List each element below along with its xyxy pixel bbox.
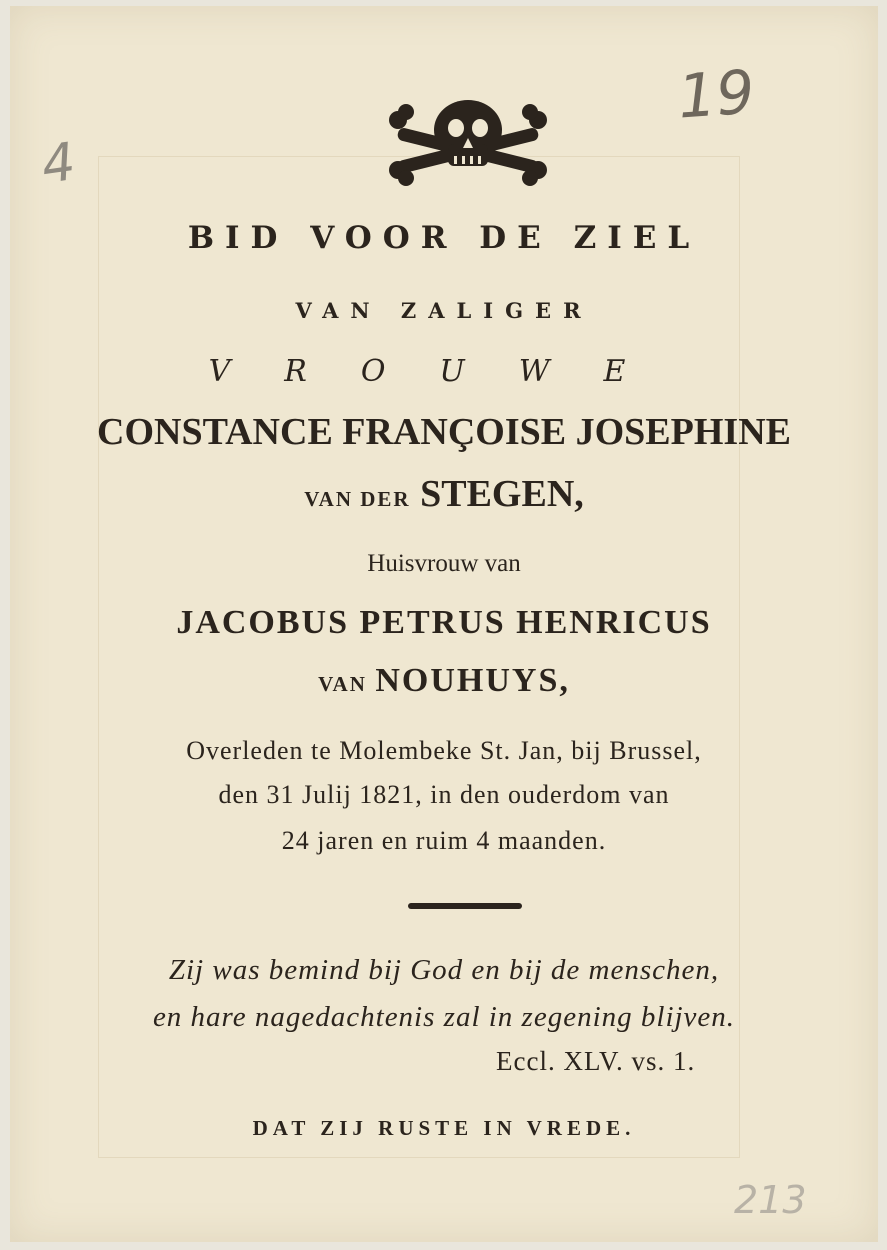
deceased-surname: STEGEN,: [420, 473, 584, 515]
deceased-surname-prefix: VAN DER: [304, 487, 411, 511]
closing-prayer: DAT ZIJ RUSTE IN VREDE.: [252, 1116, 636, 1140]
death-details-line-3: 24 jaren en ruim 4 maanden.: [281, 826, 607, 855]
divider-rule: [408, 903, 522, 909]
scripture-quote-line-1: Zij was bemind bij God en bij de menschen,: [168, 954, 720, 986]
deceased-given-names: CONSTANCE FRANÇOISE JOSEPHINE: [97, 411, 791, 453]
spouse-surname-prefix: VAN: [318, 672, 367, 696]
deceased-surname-line: [10, 472, 878, 516]
handwritten-number-top-right: 19: [675, 57, 757, 133]
death-details-line-2: den 31 Julij 1821, in den ouderdom van: [218, 780, 670, 809]
memorial-card: [10, 6, 878, 1242]
scripture-reference: Eccl. XLV. vs. 1.: [496, 1046, 696, 1076]
spouse-surname-line: [10, 662, 878, 700]
scripture-quote-line-2: en hare nagedachtenis zal in zegening blijven.: [152, 1001, 736, 1033]
heading-van-zaliger: VAN ZALIGER: [295, 298, 593, 323]
spouse-given-names: JACOBUS PETRUS HENRICUS: [176, 604, 712, 641]
handwritten-mark-left: 4: [37, 131, 80, 197]
death-details-line-1: Overleden te Molembeke St. Jan, bij Brussel,: [186, 736, 702, 765]
handwritten-number-bottom-right: 213: [734, 1178, 807, 1222]
heading-vrouwe: VROUWE: [208, 354, 680, 389]
spouse-intro: Huisvrouw van: [367, 550, 521, 577]
skull-crossbones-icon: [386, 96, 550, 188]
spouse-surname: NOUHUYS,: [375, 662, 570, 699]
heading-bid-voor-de-ziel: BID VOOR DE ZIEL: [187, 220, 701, 256]
